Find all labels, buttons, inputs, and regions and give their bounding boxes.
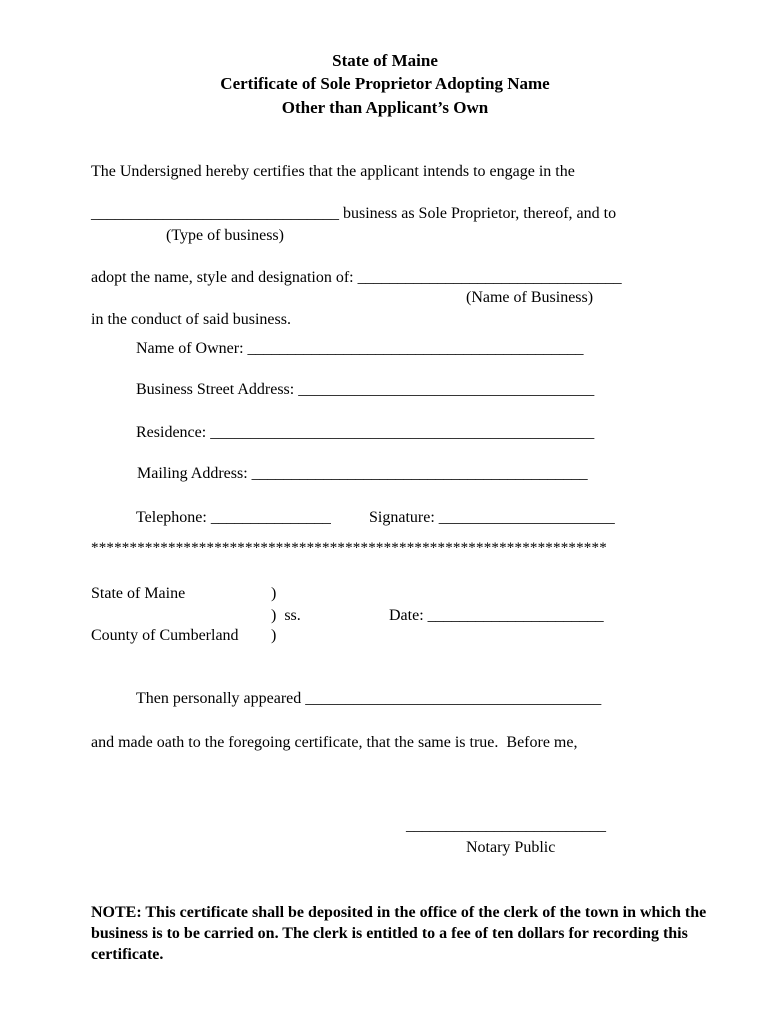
venue-county: County of Cumberland	[91, 627, 239, 644]
street-address-field[interactable]: Business Street Address: _____________________________________	[136, 381, 595, 398]
name-of-business-caption: (Name of Business)	[466, 289, 594, 306]
intro-text: The Undersigned hereby certifies that the applicant intends to engage in the	[91, 163, 575, 180]
date-field[interactable]: Date: ______________________	[389, 607, 604, 624]
venue-state: State of Maine	[91, 585, 186, 602]
type-of-business-caption: (Type of business)	[166, 227, 284, 244]
mailing-address-field[interactable]: Mailing Address: __________________________________________	[137, 465, 588, 482]
note-paragraph: NOTE: This certificate shall be deposited in the office of the clerk of the town in which the business is to be carried on. The clerk is entitled to a fee of ten dollars for recording this certificate.	[91, 904, 707, 963]
oath-text: and made oath to the foregoing certificate, that the same is true. Before me,	[91, 734, 578, 751]
owner-name-field[interactable]: Name of Owner: __________________________________________	[136, 340, 584, 357]
venue-paren-3: )	[271, 627, 277, 644]
type-of-business-line[interactable]: _______________________________ business as Sole Proprietor, thereof, and to	[91, 205, 617, 222]
telephone-field[interactable]: Telephone: _______________	[136, 509, 331, 526]
separator-stars: *******************************************************************	[91, 540, 607, 556]
title-line-1: State of Maine	[332, 51, 438, 70]
notary-public-label: Notary Public	[466, 839, 556, 856]
venue-paren-1: )	[271, 585, 277, 602]
name-of-business-line[interactable]: adopt the name, style and designation of: _________________________________	[91, 269, 622, 286]
title-line-3: Other than Applicant’s Own	[281, 98, 489, 117]
personally-appeared-field[interactable]: Then personally appeared _____________________________________	[136, 690, 602, 707]
venue-ss: ) ss.	[271, 607, 301, 624]
signature-field[interactable]: Signature: ______________________	[369, 509, 615, 526]
residence-field[interactable]: Residence: ________________________________________________	[136, 424, 595, 441]
title-line-2: Certificate of Sole Proprietor Adopting Name	[220, 74, 550, 93]
notary-signature-line[interactable]: _________________________	[406, 817, 606, 834]
conduct-text: in the conduct of said business.	[91, 311, 291, 328]
